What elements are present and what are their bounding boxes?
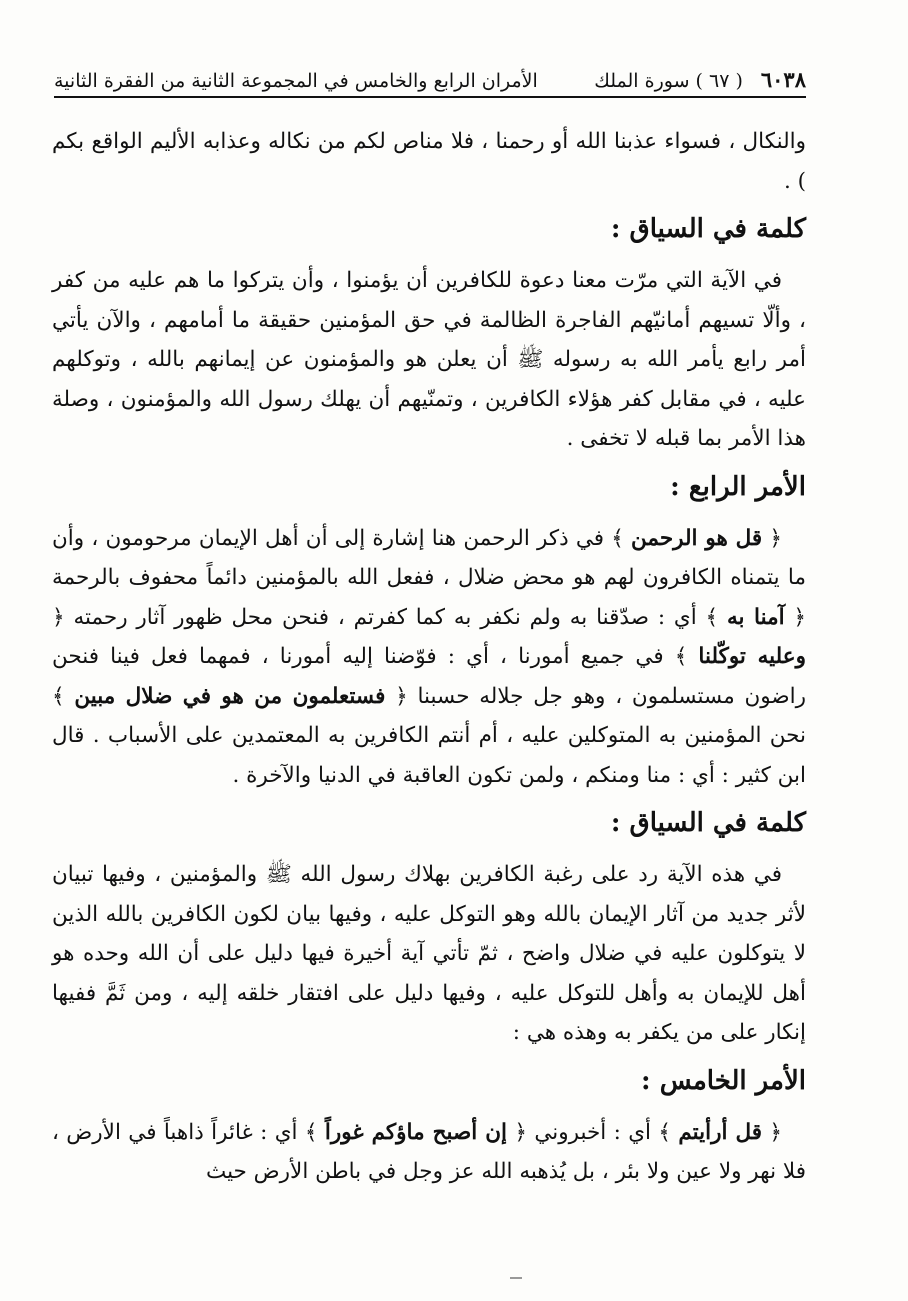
section-heading: الأمر الرابع : — [670, 471, 806, 502]
text-run: ﴿ — [762, 1119, 783, 1145]
text-run: ﴾ في ذكر الرحمن هنا إشارة إلى أن أهل الإيمان مرحومون ، وأن ما يتمناه الكافرون لهم هو محض ضلال ، ففعل الله بالمؤمنين دائماً محفوف بالرحمة — [52, 525, 806, 590]
body-paragraph — [52, 519, 806, 796]
text-run: ﴿ — [784, 604, 807, 630]
running-title: الأمران الرابع والخامس في المجموعة الثانية من الفقرة الثانية — [54, 70, 538, 92]
text-run: ﴾ في جميع أمورنا ، أي : فوّضنا إليه أمورنا ، فمهما فعل فينا فنحن راضون مستسلمون ، وهو جل جلاله حسبنا — [52, 644, 806, 709]
quran-quote: فستعلمون من هو في ضلال مبين — [74, 683, 386, 709]
quran-quote: قل أرأيتم — [678, 1119, 763, 1145]
text-run: في الآية التي مرّت معنا دعوة للكافرين أن يؤمنوا ، وأن يتركوا ما هم عليه من كفر ، وألّا تسيهم أمانيّهم الفاجرة الظالمة في حق المؤمنين حقيقة ما أمامهم ، والآن يأتي أمر رابع يأمر الله به رسوله ﷺ أن يعلن هو والمؤمنون عن إيمانهم بالله ، وتوكلهم عليه ، في مقابل كفر هؤلاء الكافرين ، وتمنّيهم أن يهلك رسول الله والمؤمنون ، وصلة هذا الأمر بما قبله لا تخفى . — [52, 268, 806, 451]
text-run: في هذه الآية رد على رغبة الكافرين بهلاك رسول الله ﷺ والمؤمنين ، وفيها تبيان لأثر جديد من آثار الإيمان بالله وهو التوكل عليه ، وفيها بيان لكون الكافرين بالله الذين لا يتوكلون عليه في ضلال واضح ، ثمّ تأتي آية أخيرة فيها دليل على أن الله وحده هو أهل للإيمان به وأهل للتوكل عليه ، وفيها دليل على افتقار خلقه إليه ، ومن ثَمَّ ففيها إنكار على من يكفر به وهذه هي : — [52, 862, 806, 1045]
surah-name: ( ٦٧ ) سورة الملك — [594, 70, 743, 92]
section-heading: كلمة في السياق : — [610, 808, 806, 838]
body-paragraph — [52, 855, 806, 1053]
text-run: ﴿ — [385, 683, 408, 709]
quran-quote: إن أصبح ماؤكم غوراً — [324, 1119, 507, 1145]
text-run: ﴾ أي : صدّقنا به ولم نكفر به كما كفرتم ، فنحن محل ظهور آثار رحمته — [64, 604, 728, 630]
body-paragraph — [52, 261, 806, 459]
text-run: ﴿ — [52, 604, 65, 630]
body-paragraph — [52, 122, 806, 201]
page-header — [54, 62, 806, 98]
text-run: ﴾ أي : غائراً ذاهباً في الأرض ، فلا نهر ولا عين ولا بئر ، بل يُذهبه الله عز وجل في باطن الأرض حيث — [52, 1119, 806, 1184]
body-paragraph — [52, 1113, 806, 1192]
text-run: ﴾ نحن المؤمنين به المتوكلين عليه ، أم أنتم الكافرين به المعتمدين على الأسباب . قال ابن كثير : أي : منا ومنكم ، ولمن تكون العاقبة في الدنيا والآخرة . — [52, 683, 806, 788]
quran-quote: قل هو الرحمن — [631, 525, 763, 551]
text-run: ﴿ — [507, 1119, 527, 1145]
quran-quote: وعليه توكّلنا — [698, 644, 806, 669]
page-number: ٦٠٣٨ — [760, 67, 806, 92]
header-right — [594, 67, 806, 92]
section-heading: الأمر الخامس : — [641, 1065, 806, 1096]
text-run: والنكال ، فسواء عذبنا الله أو رحمنا ، فلا مناص لكم من نكاله وعذابه الأليم الواقع بكم ) . — [52, 129, 806, 194]
section-heading: كلمة في السياق : — [610, 214, 806, 244]
footer-mark — [510, 1277, 522, 1279]
text-run: ﴿ — [762, 525, 783, 551]
quran-quote: آمنا به — [727, 604, 785, 630]
page-body — [52, 122, 806, 1192]
text-run: ﴾ أي : أخبروني — [526, 1119, 679, 1145]
